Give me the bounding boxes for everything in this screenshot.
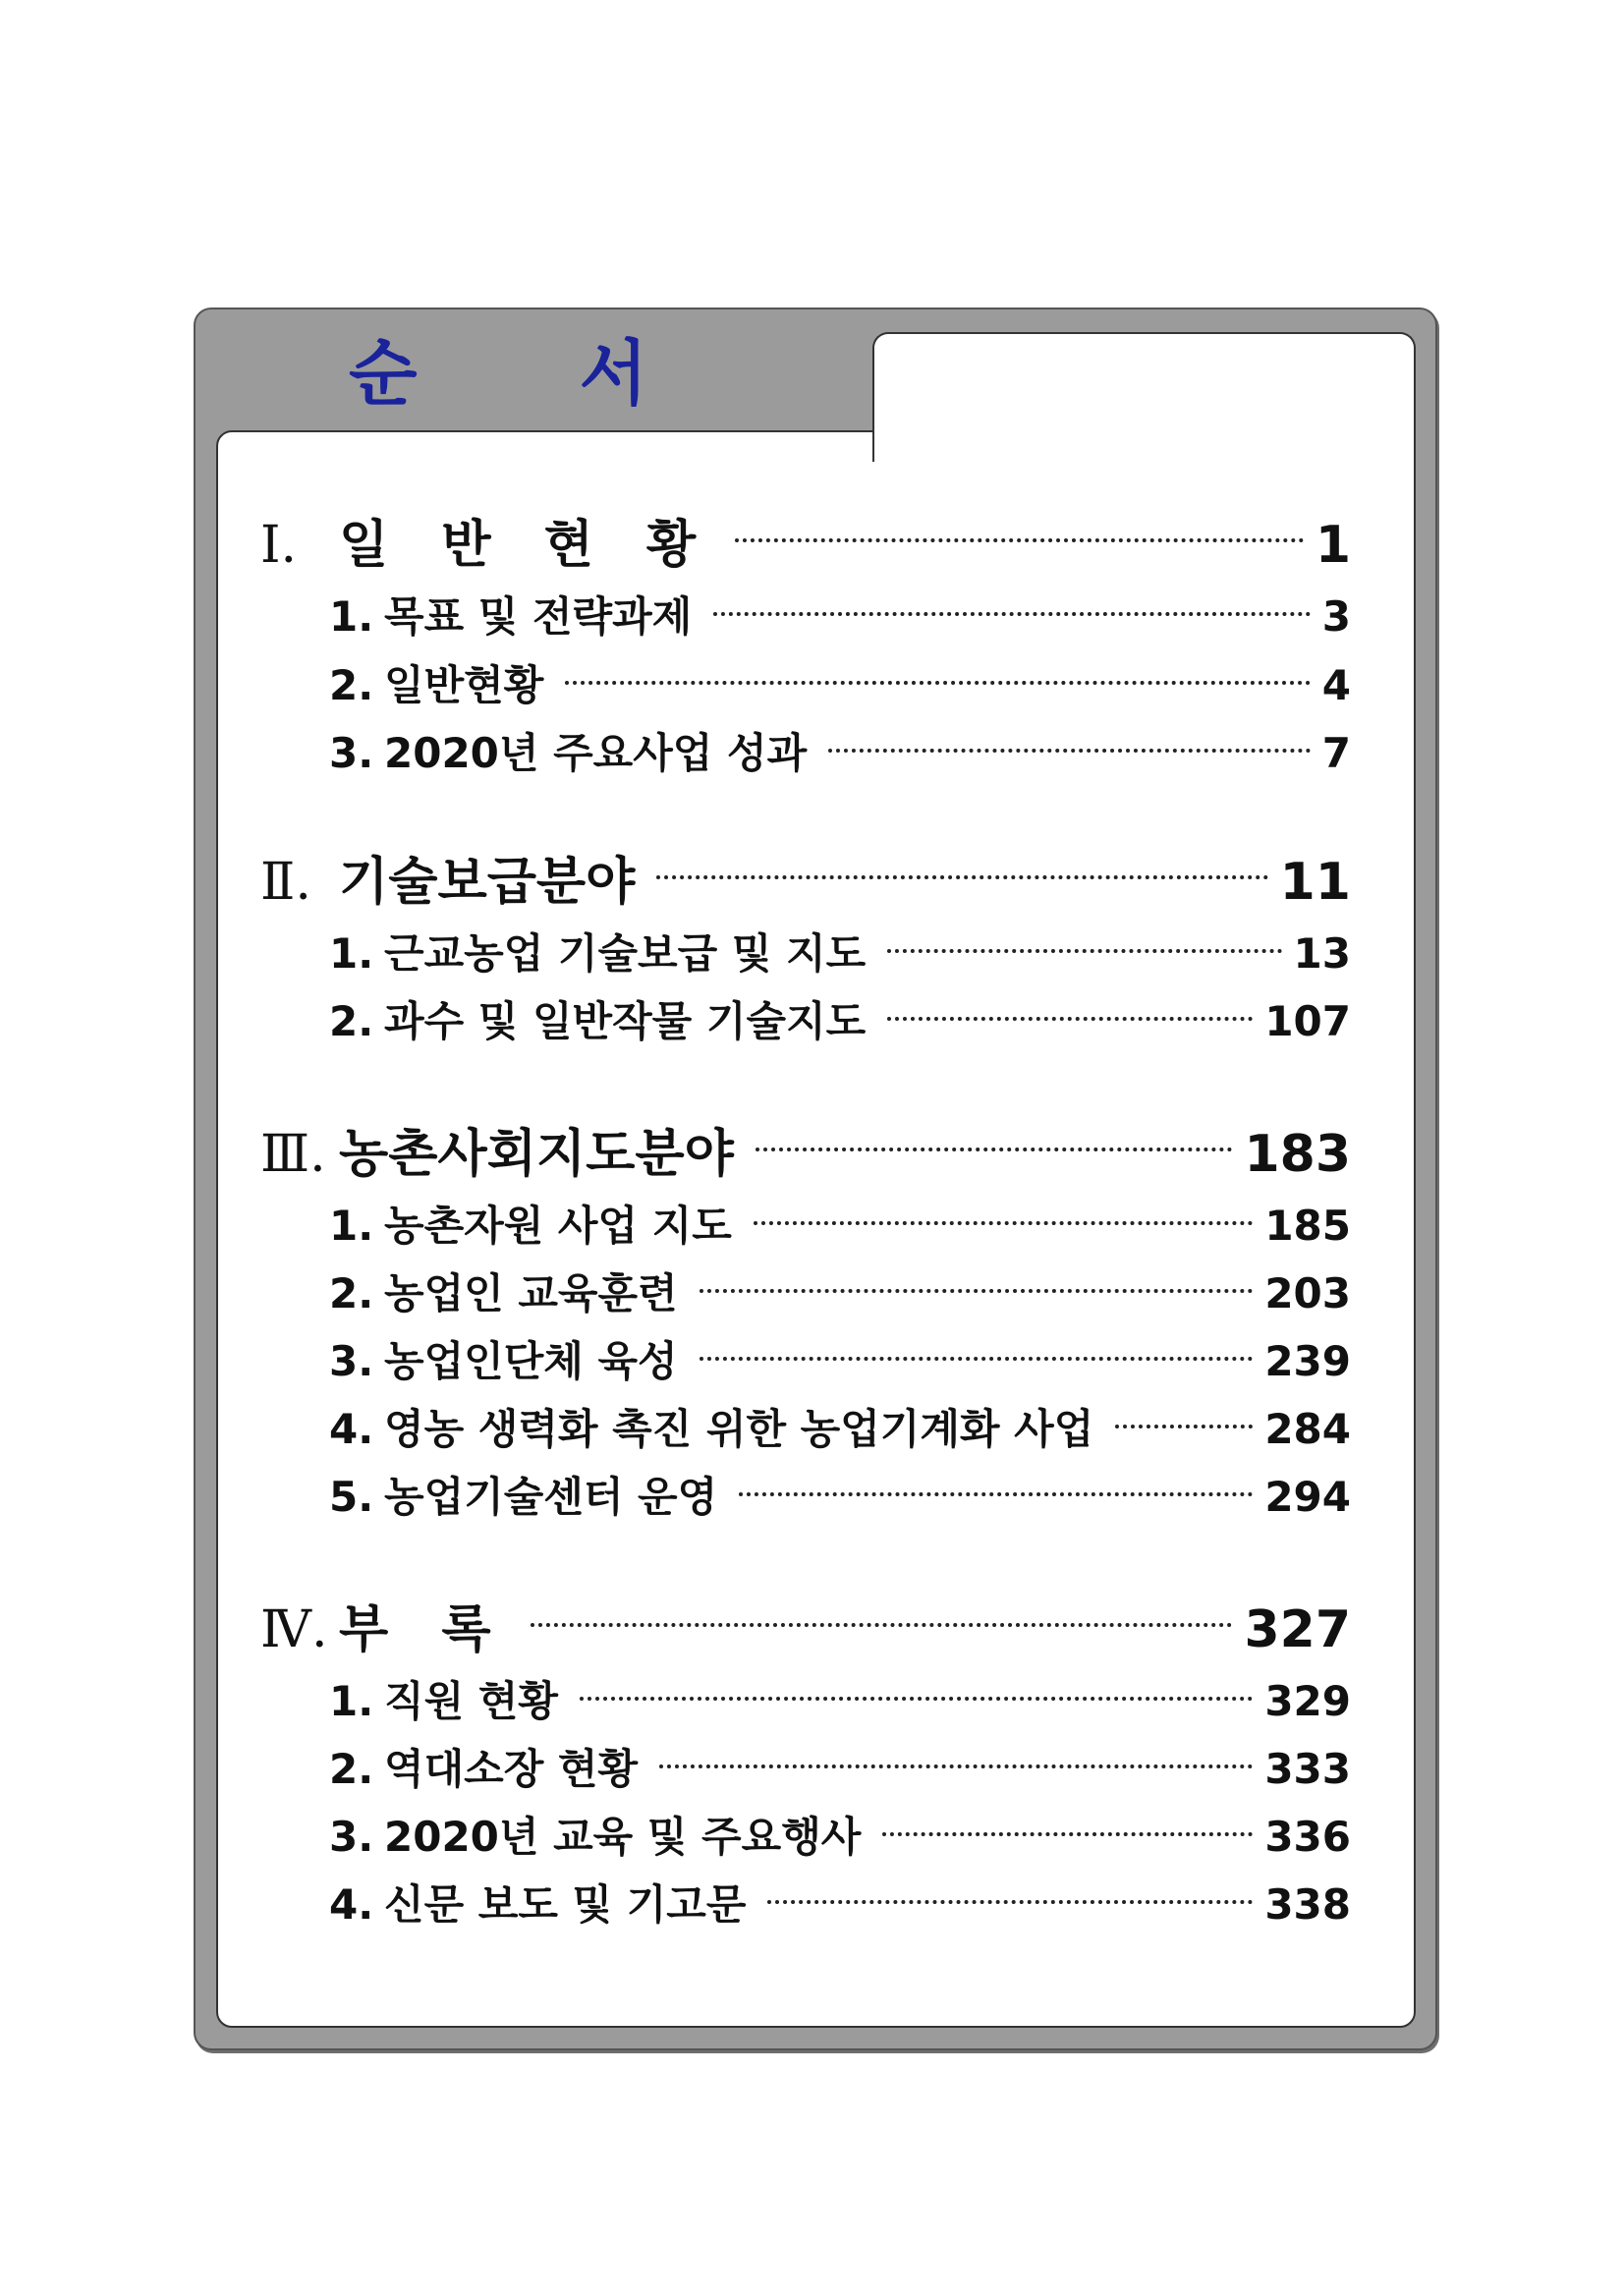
- toc-item[interactable]: [329, 1805, 1351, 1864]
- item-page: 107: [1264, 997, 1351, 1045]
- dot-leader: [756, 1148, 1233, 1151]
- item-page: 4: [1321, 661, 1351, 709]
- dot-leader: [713, 612, 1311, 616]
- item-page: 336: [1264, 1813, 1351, 1861]
- dot-leader: [656, 875, 1267, 879]
- item-page: 13: [1293, 929, 1351, 978]
- toc-item[interactable]: [329, 1737, 1351, 1796]
- item-title: 목표 및 전략과제: [384, 592, 693, 641]
- toc-section-4[interactable]: [260, 1588, 1351, 1661]
- dot-leader: [828, 749, 1311, 753]
- item-number: 2.: [329, 997, 374, 1045]
- dot-leader: [700, 1289, 1254, 1293]
- toc-section-1[interactable]: [260, 503, 1351, 577]
- item-number: 2.: [329, 1269, 374, 1317]
- dot-leader: [767, 1900, 1253, 1904]
- dot-leader: [531, 1623, 1233, 1627]
- item-page: 284: [1264, 1405, 1351, 1453]
- item-page: 185: [1264, 1202, 1351, 1250]
- toc-item[interactable]: [329, 922, 1351, 980]
- item-title: 농업인 교육훈련: [384, 1269, 678, 1317]
- section-title: 부 록: [339, 1600, 509, 1659]
- toc-item[interactable]: [329, 1465, 1351, 1524]
- item-page: 203: [1264, 1269, 1351, 1317]
- item-page: 239: [1264, 1337, 1351, 1385]
- section-page: 1: [1315, 516, 1351, 575]
- section-numeral: Ⅰ.: [260, 516, 298, 575]
- toc-item[interactable]: [329, 585, 1351, 644]
- item-number: 1.: [329, 929, 374, 978]
- section-numeral: Ⅱ.: [260, 853, 311, 912]
- section-numeral: Ⅲ.: [260, 1125, 326, 1184]
- toc-section-2[interactable]: [260, 840, 1351, 914]
- item-title: 역대소장 현황: [384, 1745, 639, 1793]
- item-title: 직원 현황: [384, 1677, 558, 1725]
- item-number: 1.: [329, 1202, 374, 1250]
- item-page: 3: [1321, 592, 1351, 641]
- item-title: 농업기술센터 운영: [384, 1473, 718, 1521]
- toc-item[interactable]: [329, 1669, 1351, 1728]
- toc-item[interactable]: [329, 653, 1351, 712]
- item-number: 1.: [329, 1677, 374, 1725]
- toc-item[interactable]: [329, 1397, 1351, 1456]
- dot-leader: [887, 949, 1281, 953]
- dot-leader: [754, 1221, 1254, 1225]
- item-number: 2.: [329, 1745, 374, 1793]
- item-number: 3.: [329, 1337, 374, 1385]
- item-page: 333: [1264, 1745, 1351, 1793]
- dot-leader: [1115, 1425, 1253, 1428]
- dot-leader: [882, 1832, 1253, 1836]
- toc-item[interactable]: [329, 1194, 1351, 1253]
- dot-leader: [659, 1764, 1253, 1768]
- dot-leader: [887, 1017, 1253, 1021]
- item-number: 4.: [329, 1405, 374, 1453]
- item-title: 근교농업 기술보급 및 지도: [384, 929, 867, 978]
- toc-item[interactable]: [329, 989, 1351, 1048]
- item-title: 일반현황: [384, 661, 544, 709]
- toc-item[interactable]: [329, 1261, 1351, 1320]
- section-title: 농촌사회지도분야: [339, 1125, 734, 1184]
- item-number: 5.: [329, 1473, 374, 1521]
- dot-leader: [580, 1697, 1253, 1701]
- toc-item[interactable]: [329, 1873, 1351, 1932]
- section-title: 일 반 현 황: [339, 516, 714, 575]
- item-page: 329: [1264, 1677, 1351, 1725]
- section-page: 327: [1244, 1600, 1351, 1659]
- item-title: 신문 보도 및 기고문: [384, 1880, 747, 1929]
- item-page: 338: [1264, 1880, 1351, 1929]
- section-page: 11: [1279, 853, 1351, 912]
- dot-leader: [735, 538, 1304, 542]
- page-title: 순 서: [349, 332, 717, 415]
- section-numeral: Ⅳ.: [260, 1600, 328, 1659]
- toc-section-3[interactable]: [260, 1112, 1351, 1186]
- item-title: 2020년 주요사업 성과: [384, 729, 808, 777]
- item-title: 농업인단체 육성: [384, 1337, 678, 1385]
- section-title: 기술보급분야: [339, 853, 636, 912]
- item-title: 2020년 교육 및 주요행사: [384, 1813, 862, 1861]
- item-page: 7: [1321, 729, 1351, 777]
- item-title: 과수 및 일반작물 기술지도: [384, 997, 867, 1045]
- item-page: 294: [1264, 1473, 1351, 1521]
- item-number: 4.: [329, 1880, 374, 1929]
- item-number: 3.: [329, 729, 374, 777]
- item-title: 농촌자원 사업 지도: [384, 1202, 732, 1250]
- dot-leader: [700, 1357, 1254, 1361]
- toc-item[interactable]: [329, 1329, 1351, 1388]
- item-number: 1.: [329, 592, 374, 641]
- item-number: 2.: [329, 661, 374, 709]
- toc-item[interactable]: [329, 721, 1351, 780]
- item-number: 3.: [329, 1813, 374, 1861]
- dot-leader: [565, 681, 1310, 685]
- item-title: 영농 생력화 촉진 위한 농업기계화 사업: [384, 1405, 1094, 1453]
- section-page: 183: [1244, 1125, 1351, 1184]
- dot-leader: [739, 1492, 1253, 1496]
